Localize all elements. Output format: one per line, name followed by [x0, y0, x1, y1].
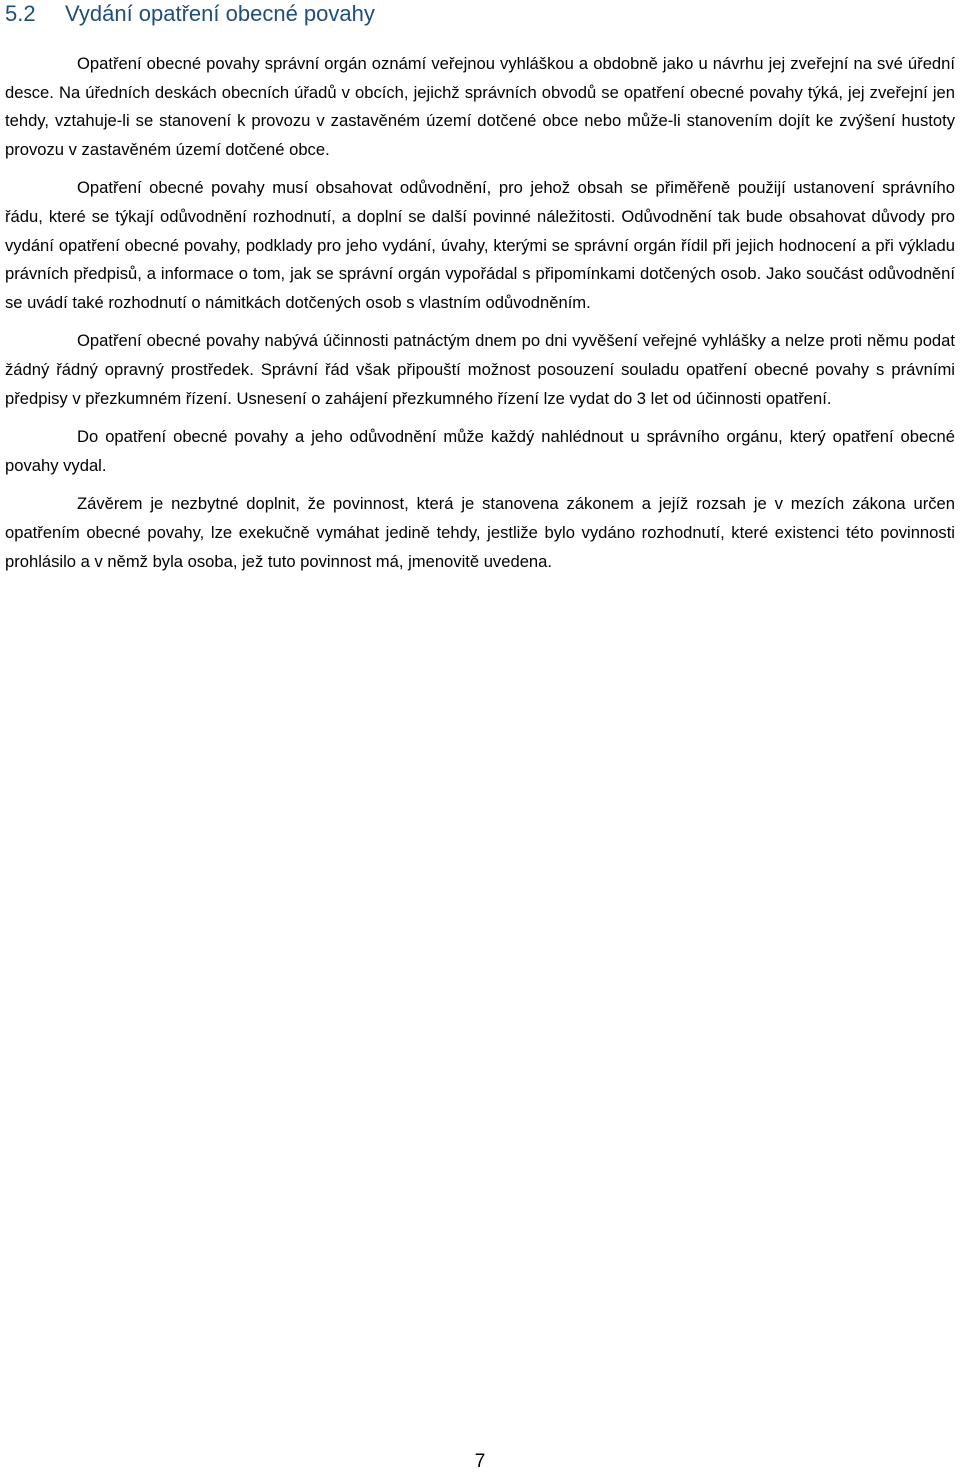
- section-title: Vydání opatření obecné povahy: [65, 1, 375, 26]
- page-number: 7: [474, 1451, 486, 1472]
- body-text: [5, 50, 955, 586]
- section-heading: [5, 0, 955, 28]
- section-number: 5.2: [5, 1, 36, 26]
- paragraph: Opatření obecné povahy správní orgán oznámí veřejnou vyhláškou a obdobně jako u návrhu jej zveřejní na své úřední desce. Na úředních deskách obecních úřadů v obcích, jejichž správních obvodů se opatření obecné povahy týká, jej zveřejní jen tehdy, vztahuje-li se stanovení k provozu v zastavěném území dotčené obce nebo může-li stanovením dojít ke zvýšení hustoty provozu v zastavěném území dotčené obce.: [5, 54, 955, 159]
- paragraph: Do opatření obecné povahy a jeho odůvodnění může každý nahlédnout u správního orgánu, který opatření obecné povahy vydal.: [5, 427, 955, 475]
- paragraph: Opatření obecné povahy musí obsahovat odůvodnění, pro jehož obsah se přiměřeně použijí ustanovení správního řádu, které se týkají odůvodnění rozhodnutí, a doplní se další povinné náležitosti. Odůvodnění tak bude obsahovat důvody pro vydání opatření obecné povahy, podklady pro jeho vydání, úvahy, kterými se správní orgán řídil při jejich hodnocení a při výkladu právních předpisů, a informace o tom, jak se správní orgán vypořádal s připomínkami dotčených osob. Jako součást odůvodnění se uvádí také rozhodnutí o námitkách dotčených osob s vlastním odůvodněním.: [5, 178, 955, 312]
- paragraph: Závěrem je nezbytné doplnit, že povinnost, která je stanovena zákonem a jejíž rozsah je v mezích zákona určen opatřením obecné povahy, lze exekučně vymáhat jedině tehdy, jestliže bylo vydáno rozhodnutí, které existenci této povinnosti prohlásilo a v němž byla osoba, jež tuto povinnost má, jmenovitě uvedena.: [5, 494, 955, 571]
- paragraph: Opatření obecné povahy nabývá účinnosti patnáctým dnem po dni vyvěšení veřejné vyhlášky a nelze proti němu podat žádný řádný opravný prostředek. Správní řád však připouští možnost posouzení souladu opatření obecné povahy s právními předpisy v přezkumném řízení. Usnesení o zahájení přezkumného řízení lze vydat do 3 let od účinnosti opatření.: [5, 331, 955, 408]
